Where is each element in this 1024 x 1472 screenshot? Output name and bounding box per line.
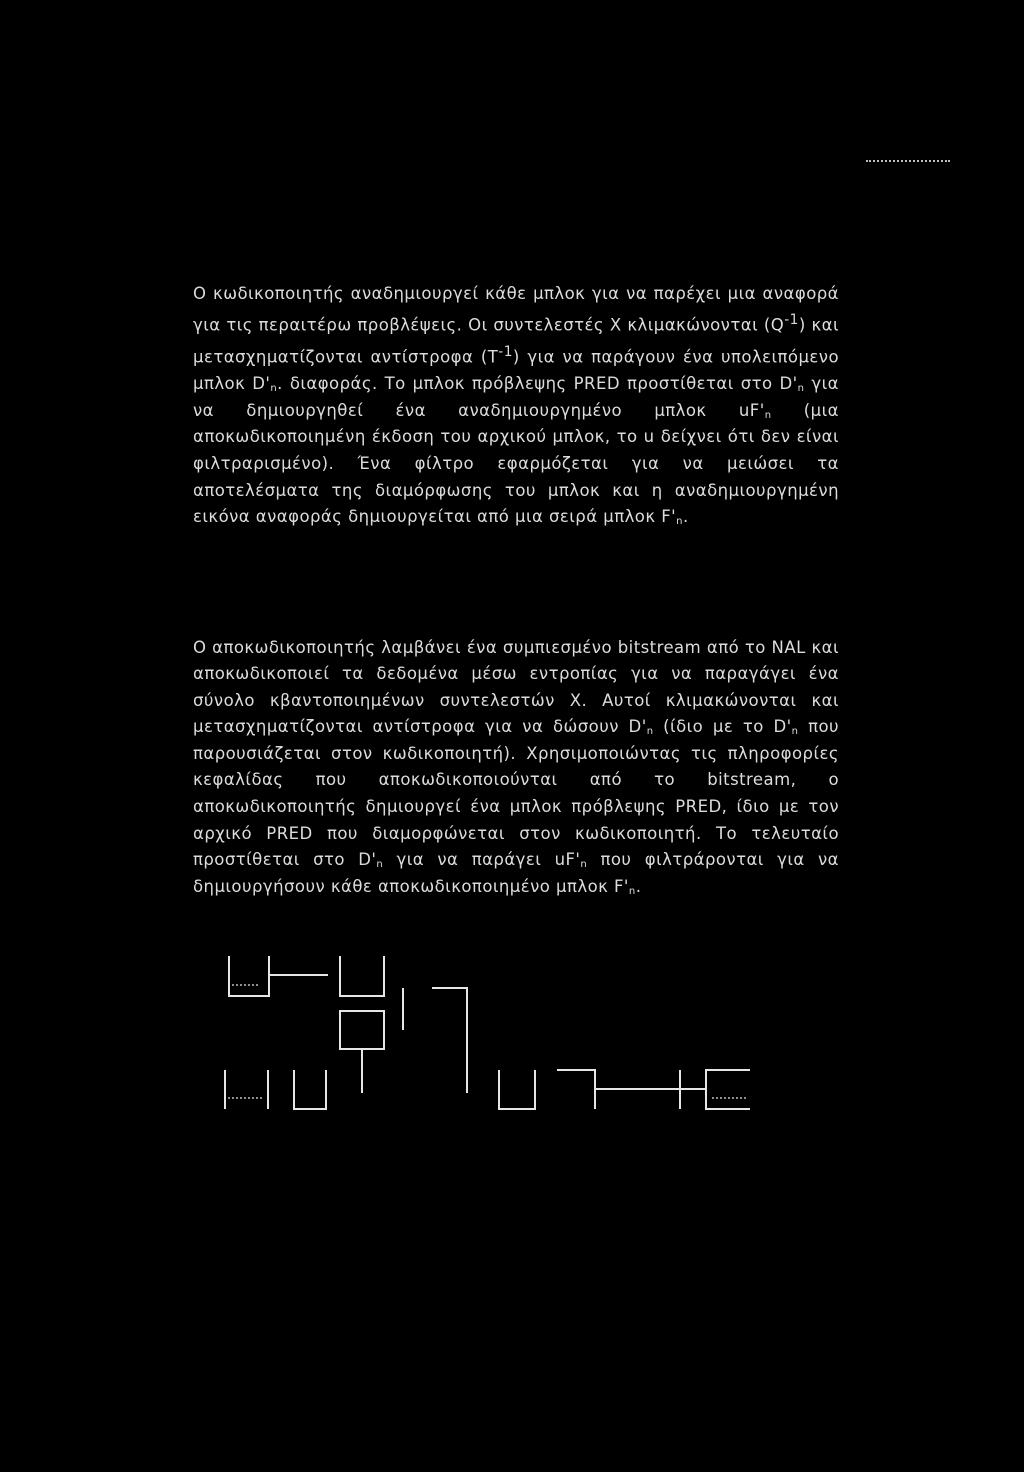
subscript: n [791,726,799,738]
subscript: n [646,726,654,738]
superscript: -1 [784,312,799,329]
text-run: (ίδιο με το D' [653,717,792,737]
subscript: n [376,859,384,871]
diagram-box-outline [294,1070,326,1109]
text-run: που φιλτράρονται για να δημιουργήσουν κάθε αποκωδικοποιημένο μπλοκ F' [193,850,839,896]
subscript: n [580,859,588,871]
text-run: . [635,876,642,896]
text-run: Ο κωδικοποιητής αναδημιουργεί κάθε μπλοκ για να παρέχει μια αναφορά για τις περαιτέρω προβλέψεις. Οι συντελεστές X κλιμακώνονται (Q [193,283,839,335]
diagram-connector [557,1070,595,1109]
text-run: Ο αποκωδικοποιητής λαμβάνει ένα συμπιεσμένο bitstream από το NAL και αποκωδικοποιεί τα δεδομένα μέσω εντροπίας για να παραγάγει ένα σύνολο κβαντοποιημένων συντελεστών X. Αυτοί κλιμακώνονται και μετασχηματίζονται αντίστροφα για να δώσουν D' [193,637,839,737]
diagram-box-outline [706,1070,750,1109]
text-run: που παρουσιάζεται στον κωδικοποιητή). Χρησιμοποιώντας τις πληροφορίες κεφαλίδας που αποκωδικοποιούνται από το bitstream, ο αποκωδικοποιητής δημιουργεί ένα μπλοκ πρόβλεψης PRED, ίδιο με τον αρχικό PRED που διαμορφώνεται στον κωδικοποιητή. Το τελευταίο προστίθεται στο D' [193,717,839,870]
diagram-box-outline [499,1070,535,1109]
diagram-box-outline [229,956,269,996]
diagram-box-outline [340,956,384,996]
text-run: (μια αποκωδικοποιημένη έκδοση του αρχικού μπλοκ, το u δείχνει ότι δεν είναι φιλτραρισμένο). Ένα φίλτρο εφαρμόζεται για να μειώσει τα αποτελέσματα της διαμόρφωσης του μπλοκ και η αναδημιουργημένη εικόνα αναφοράς δημιουργείται από μια σειρά μπλοκ F' [193,400,839,527]
subscript: n [628,885,636,897]
subscript: n [676,516,683,528]
diagram-box [340,1011,384,1049]
subscript: n [797,383,805,395]
text-run: . [682,507,689,527]
diagram-connector [432,988,467,1093]
text-run: για να παράγει uF' [383,850,581,870]
text-run: ) και μετασχηματίζονται αντίστροφα (T [193,315,839,367]
text-run: . διαφοράς. Το μπλοκ πρόβλεψης PRED προστίθεται στο D' [277,374,798,394]
superscript: -1 [498,344,513,361]
text-run: για να δημιουργηθεί ένα αναδημιουργημένο μπλοκ uF' [193,374,839,420]
subscript: n [270,383,278,395]
text-run: ) για να παράγουν ένα υπολειπόμενο μπλοκ D' [193,347,839,394]
subscript: n [764,409,772,421]
